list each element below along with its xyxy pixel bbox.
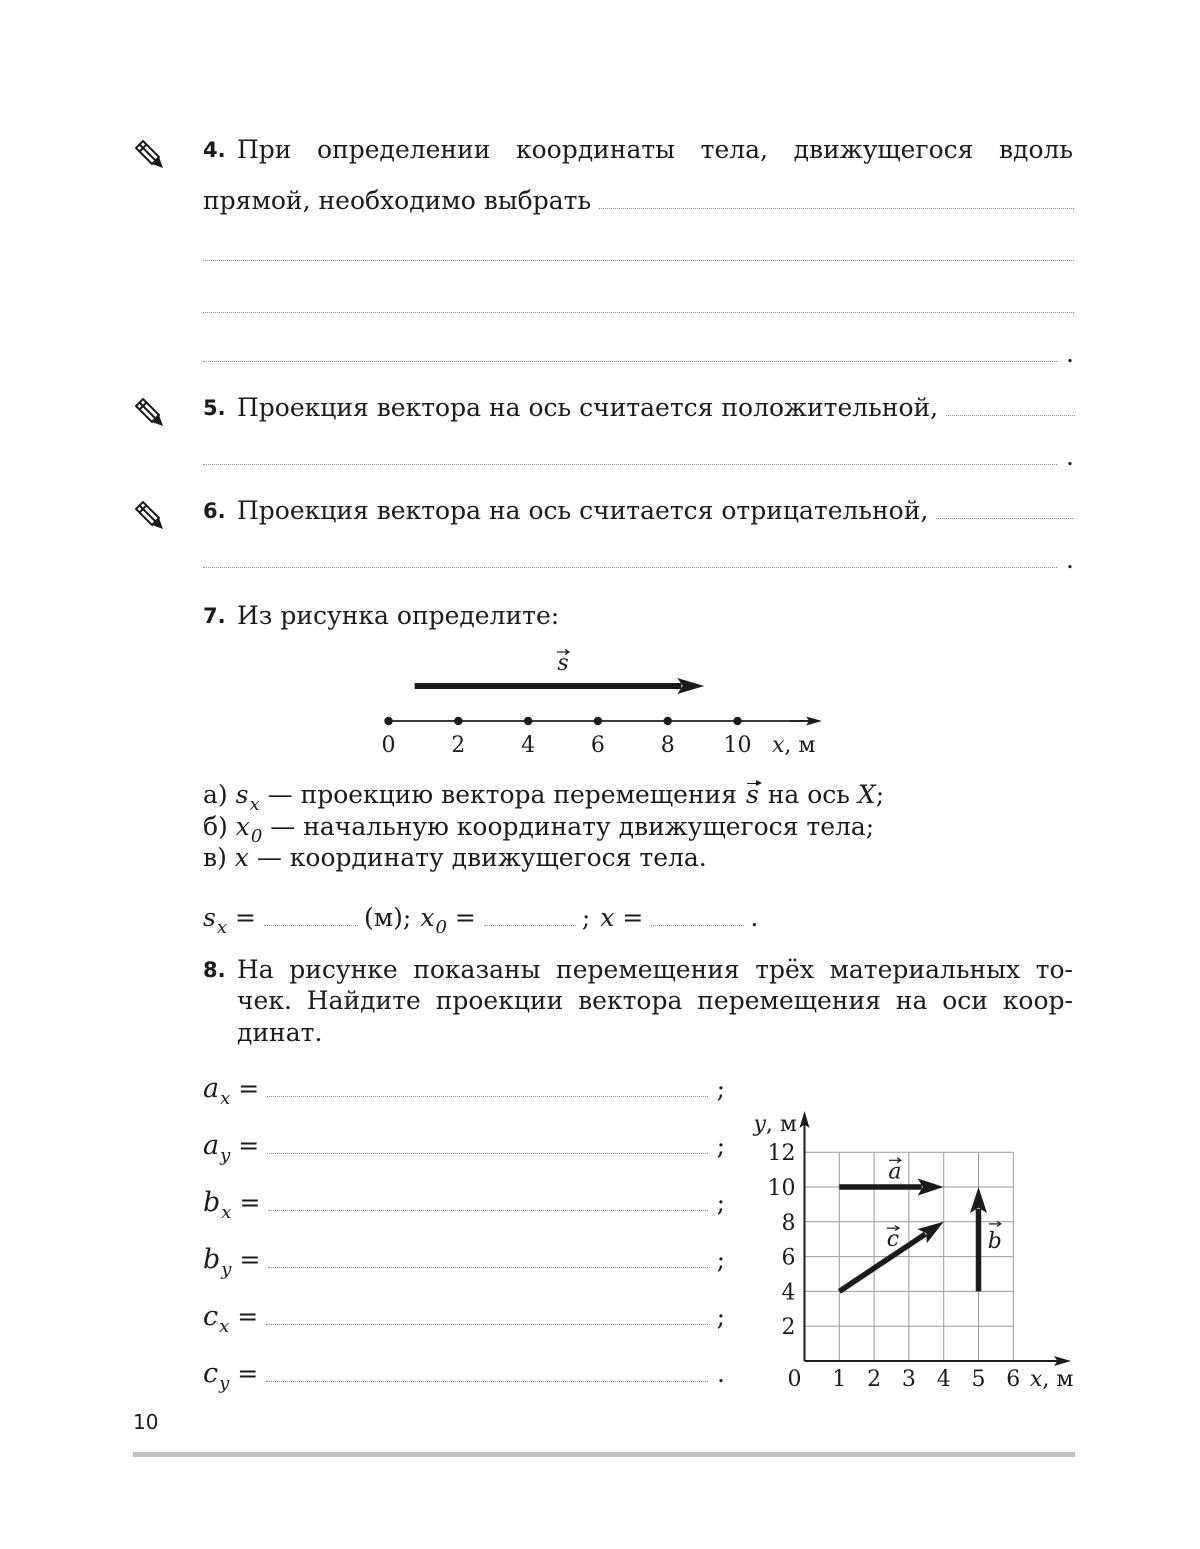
vector-label-text: c: [886, 1227, 900, 1253]
vector-b-label: [988, 1221, 1002, 1254]
equals-sign: =: [454, 903, 476, 932]
item-symbol: x: [234, 843, 249, 872]
answer-subscript: y: [221, 1259, 232, 1280]
vector-s-label: [557, 650, 569, 677]
axis-variable: y: [753, 1112, 766, 1137]
task7-item-a: [203, 778, 885, 815]
x-axis-arrow-icon: [790, 717, 822, 726]
task4-text-line2: прямой, необходимо выбрать: [203, 186, 592, 215]
task7-item-b: [203, 810, 875, 847]
x-axis-label: [772, 733, 816, 758]
pencil-icon: [133, 396, 165, 428]
vector-b: [970, 1187, 987, 1291]
item-marker: б): [203, 812, 228, 841]
arrowhead-icon: [917, 1222, 943, 1244]
equals-sign: =: [238, 1131, 260, 1160]
axis-variable: x: [1030, 1367, 1043, 1392]
tick-label: 0: [381, 733, 396, 758]
plot-axes: [752, 1111, 1073, 1392]
task7-title: Из рисунка определите:: [237, 601, 560, 630]
tick-dot: [664, 717, 672, 725]
equals-sign: =: [237, 1359, 259, 1388]
item-text: — проекцию вектора перемещения: [267, 780, 737, 809]
item-marker: в): [203, 843, 227, 872]
task7-answer-row: [203, 901, 759, 938]
task6-text: Проекция вектора на ось считается отрицательной,: [237, 496, 929, 525]
answer-row-cx: [203, 1300, 725, 1337]
item-subscript: 0: [250, 826, 263, 847]
vector-c-label: [887, 1226, 899, 1253]
answer-subscript: y: [220, 1145, 231, 1166]
answer-symbol: c: [203, 1358, 219, 1389]
y-tick-label: 10: [767, 1176, 796, 1201]
answer-blank-cx[interactable]: [266, 1324, 707, 1325]
sx-symbol: s: [203, 903, 216, 932]
task8-text-line1: На рисунке показаны перемещения трёх материальных то-: [237, 955, 1073, 984]
equals-sign: =: [238, 1074, 260, 1103]
task4-line2: [203, 184, 1074, 218]
answer-row-ay: [203, 1129, 725, 1166]
sx-subscript: x: [216, 917, 227, 938]
task6-line2: [203, 543, 1074, 577]
task5-end-mark: .: [1066, 442, 1074, 471]
plot-grid: [805, 1152, 1014, 1361]
task5-answer-blank-1[interactable]: [946, 415, 1075, 416]
task5-answer-blank-2[interactable]: [203, 464, 1057, 465]
answer-end: ;: [716, 1131, 725, 1160]
answer-symbol: a: [203, 1130, 220, 1161]
answer-subscript: x: [219, 1316, 230, 1337]
answer-end: ;: [716, 1188, 725, 1217]
item-text-after: на ось: [767, 780, 850, 809]
item-text: — координату движущегося тела.: [256, 843, 707, 872]
task8-number: 8.: [203, 958, 226, 982]
y-tick-label: 2: [781, 1315, 796, 1341]
vector-label-text: s: [557, 651, 569, 676]
item-end: ;: [875, 780, 885, 809]
task8-text-line3: динат.: [237, 1018, 323, 1047]
item-text: — начальную координату движущегося тела;: [270, 812, 875, 841]
y-tick-label: 8: [781, 1210, 796, 1236]
vector-plot-figure: [740, 1100, 1090, 1400]
x0-symbol: x: [420, 903, 435, 932]
answer-subscript: x: [221, 1202, 232, 1223]
y-axis-label: [752, 1112, 797, 1137]
tick-label: 6: [590, 733, 605, 758]
origin-label: 0: [787, 1367, 802, 1392]
y-tick-label: 4: [781, 1280, 796, 1306]
x0-subscript: 0: [435, 917, 447, 938]
task4-answer-blank-3[interactable]: [203, 312, 1074, 313]
vector-plot-svg: [740, 1100, 1090, 1400]
tick-label: 4: [521, 733, 536, 758]
task7-number: 7.: [203, 604, 226, 628]
answer-row-ax: [203, 1072, 725, 1109]
vector-a-label: [888, 1158, 901, 1185]
x-axis-arrow-icon: [1040, 1356, 1071, 1366]
x-axis-label: [1030, 1367, 1074, 1392]
task4-line-last: [203, 337, 1074, 371]
tick-label: 8: [660, 733, 675, 758]
answer-row-by: [203, 1243, 725, 1280]
task5-text: Проекция вектора на ось считается положительной,: [237, 393, 939, 422]
answer-subscript: x: [220, 1088, 231, 1109]
x-symbol: x: [600, 903, 615, 932]
vector-label-text: b: [987, 1228, 1002, 1254]
answer-row-cy: [203, 1357, 725, 1394]
arrowhead-icon: [677, 678, 704, 694]
axis-symbol: X: [857, 780, 876, 809]
task6-line1: [237, 494, 1073, 528]
x0-answer-blank[interactable]: [484, 925, 576, 926]
pencil-icon: [133, 499, 165, 531]
axis-variable: x: [772, 733, 785, 758]
task4-text-line1: При определении координаты тела, движущегося вдоль: [237, 135, 1073, 164]
x-tick-label: 5: [971, 1367, 986, 1392]
plot-vectors: [839, 1158, 1002, 1292]
item-symbol: s: [235, 780, 249, 809]
separator: ;: [581, 903, 591, 932]
answer-blank-ay[interactable]: [267, 1153, 707, 1154]
task4-number: 4.: [203, 138, 226, 162]
task5-number: 5.: [203, 396, 226, 420]
equals-sign: =: [235, 903, 256, 932]
answer-end: ;: [716, 1074, 725, 1103]
tick-dot: [594, 717, 602, 725]
task6-answer-blank-2[interactable]: [203, 567, 1057, 568]
footer-divider: [133, 1452, 1075, 1457]
y-tick-label: 12: [767, 1141, 796, 1167]
tick-dot: [384, 717, 392, 725]
answer-symbol: b: [203, 1187, 221, 1218]
equals-sign: =: [622, 903, 644, 932]
sx-answer-blank[interactable]: [264, 925, 358, 926]
pencil-icon: [133, 138, 165, 170]
answer-subscript: y: [219, 1373, 230, 1394]
y-tick-label: 6: [781, 1245, 796, 1271]
answer-blank-cy[interactable]: [266, 1381, 708, 1382]
x-tick-label: 3: [901, 1367, 916, 1392]
axis-unit: , м: [1042, 1367, 1074, 1392]
task4-answer-blank-1[interactable]: [599, 208, 1074, 209]
vector-s: [415, 678, 705, 694]
item-marker: а): [203, 780, 228, 809]
number-line: [382, 650, 823, 759]
axis-unit: , м: [765, 1112, 797, 1137]
equals-sign: =: [239, 1245, 261, 1274]
y-axis-arrow-icon: [800, 1111, 810, 1140]
answer-blank-ax[interactable]: [267, 1096, 707, 1097]
task6-end-mark: .: [1066, 545, 1074, 574]
x-tick-label: 4: [936, 1367, 951, 1392]
answer-end: ;: [716, 1302, 725, 1331]
tick-dot: [524, 717, 532, 725]
answer-blank-bx[interactable]: [268, 1210, 707, 1211]
task4-answer-blank-4[interactable]: [203, 361, 1057, 362]
x-tick-label: 2: [867, 1367, 882, 1392]
task8-text-line2: чек. Найдите проекции вектора перемещения на оси коор-: [237, 986, 1073, 1015]
task4-end-mark: .: [1066, 339, 1074, 368]
answer-end: ;: [716, 1245, 725, 1274]
task4-answer-blank-2[interactable]: [203, 260, 1074, 261]
task5-line1: [237, 391, 1075, 425]
task6-answer-blank-1[interactable]: [936, 518, 1073, 519]
answer-row-bx: [203, 1186, 725, 1223]
x-tick-label: 1: [832, 1367, 847, 1392]
vector-s-symbol: s: [745, 780, 759, 809]
vector-label-text: a: [888, 1159, 902, 1185]
equals-sign: =: [239, 1188, 261, 1217]
equals-sign: =: [237, 1302, 259, 1331]
x-tick-label: 6: [1006, 1367, 1021, 1392]
end-mark: .: [750, 903, 759, 932]
number-line-svg: [370, 640, 840, 760]
tick-label: 2: [451, 733, 466, 758]
answer-symbol: c: [203, 1301, 219, 1332]
tick-dot: [733, 717, 741, 725]
answer-symbol: a: [203, 1073, 220, 1104]
task6-number: 6.: [203, 499, 226, 523]
unit-label: (м);: [363, 903, 412, 932]
task5-line2: [203, 440, 1074, 474]
answer-symbol: b: [203, 1244, 221, 1275]
task7-item-c: [203, 841, 707, 875]
answer-blank-by[interactable]: [268, 1267, 707, 1268]
page-number: 10: [133, 1410, 159, 1434]
item-symbol: x: [235, 812, 250, 841]
answer-end: .: [717, 1359, 725, 1388]
tick-label: 10: [723, 733, 752, 758]
arrow-shaft: [839, 1234, 925, 1291]
number-line-figure: [370, 640, 840, 760]
x-answer-blank[interactable]: [651, 925, 744, 926]
item-subscript: x: [249, 794, 260, 815]
axis-unit: , м: [784, 733, 816, 758]
tick-dot: [454, 717, 462, 725]
